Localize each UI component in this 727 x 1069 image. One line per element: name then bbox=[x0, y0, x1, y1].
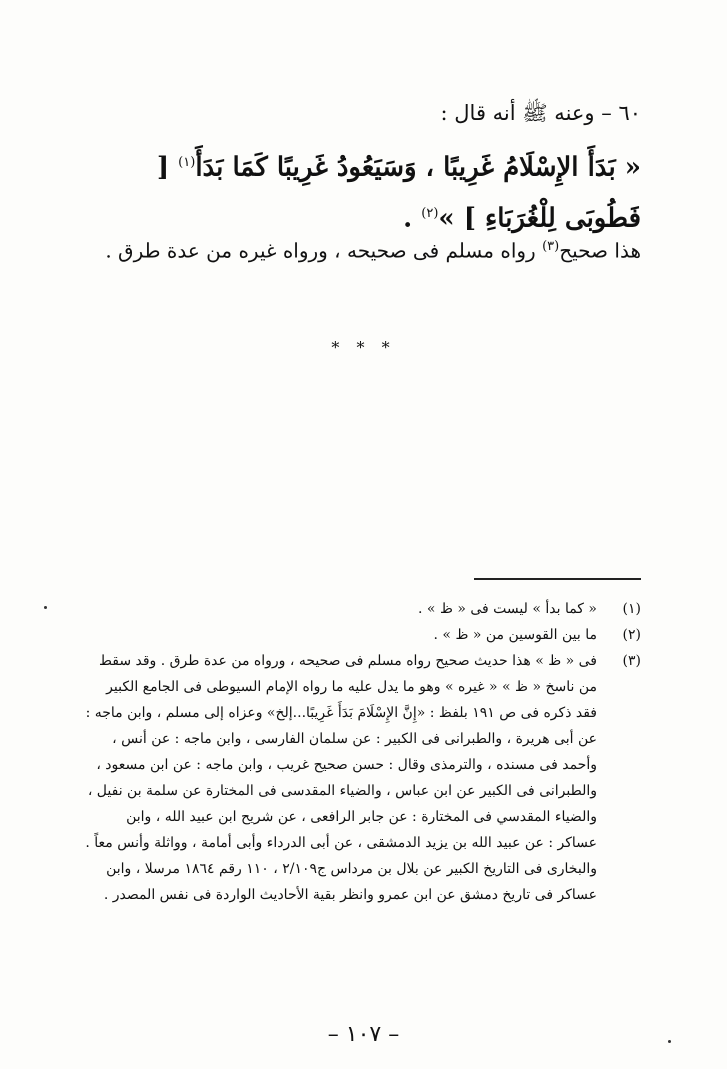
section-separator: * * * bbox=[331, 338, 396, 357]
footnote-number: (٣) bbox=[622, 653, 641, 669]
footnote-1 bbox=[85, 596, 641, 622]
footnote-number: (١) bbox=[622, 601, 641, 617]
footnote-ref-1: (١) bbox=[178, 155, 196, 170]
footnote-3 bbox=[85, 648, 641, 908]
footnote-ref-2: (٢) bbox=[421, 205, 439, 221]
footnote-ref-3: (٣) bbox=[542, 239, 560, 254]
footnotes bbox=[85, 596, 641, 908]
hadith-grading bbox=[81, 228, 641, 270]
hadith-intro: ٦٠ – وعنه ﷺ أنه قال : bbox=[440, 101, 641, 125]
page-number: – ١٠٧ – bbox=[327, 1022, 400, 1047]
hadith-text-part-a: « بَدَأَ الإِسْلَامُ غَرِيبًا ، وَسَيَعُودُ غَرِيبًا كَمَا بَدَأَ bbox=[195, 152, 641, 183]
scan-speck bbox=[44, 606, 47, 609]
footnote-text: « كما بدأ » ليست فى « ظ » . bbox=[418, 601, 597, 617]
footnote-number: (٢) bbox=[622, 627, 641, 643]
hadith-text bbox=[81, 140, 641, 241]
grading-part-a: هذا صحيح bbox=[559, 238, 641, 263]
footnote-2 bbox=[85, 622, 641, 648]
hadith-text-part-b: [ فَطُوبَى لِلْغُرَبَاءِ ] » bbox=[156, 152, 641, 234]
footnote-divider bbox=[474, 578, 641, 580]
footnote-text: ما بين القوسين من « ظ » . bbox=[433, 627, 597, 643]
footnote-text: فى « ظ » هذا حديث صحيح رواه مسلم فى صحيحه ، ورواه من عدة طرق . وقد سقط من ناسخ « ظ » « غيره » وهو ما يدل عليه ما رواه الإمام السيوطى فى الجامع الكبير فقد ذكره فى ص ١٩١ بلفظ : «إِنَّ الإِسْلَامَ بَدَأَ غَرِيبًا...إلخ» وعزاه إلى مسلم ، وابن ماجه : عن أبى هريرة ، والطبرانى فى الكبير : عن سلمان الفارسى ، وابن ماجه : عن أنس ، وأحمد فى مسنده ، والترمذى وقال : حسن صحيح غريب ، وابن ماجه : عن ابن مسعود ، والطبرانى فى الكبير عن ابن عباس ، والضياء المقدسى فى المختارة عن سلمة بن نفيل ، والضياء المقدسي فى المختارة : عن جابر الرافعى ، عن شريح ابن عبيد الله ، وابن عساكر : عن عبيد الله بن يزيد الدمشقى ، عن أبى الدرداء وأبى أمامة ، وواثلة وأنس معاً . والبخارى فى التاريخ الكبير عن بلال بن مرداس ج٢/١٠٩ ، ١١٠ رقم ١٨٦٤ مرسلا ، وابن عساكر فى تاريخ دمشق عن ابن عمرو وانظر بقية الأحاديث الواردة فى نفس المصدر . bbox=[85, 653, 597, 903]
grading-part-b: رواه مسلم فى صحيحه ، ورواه غيره من عدة طرق . bbox=[105, 238, 543, 263]
scan-speck bbox=[668, 1040, 671, 1043]
hadith-text-end: . bbox=[403, 203, 422, 234]
